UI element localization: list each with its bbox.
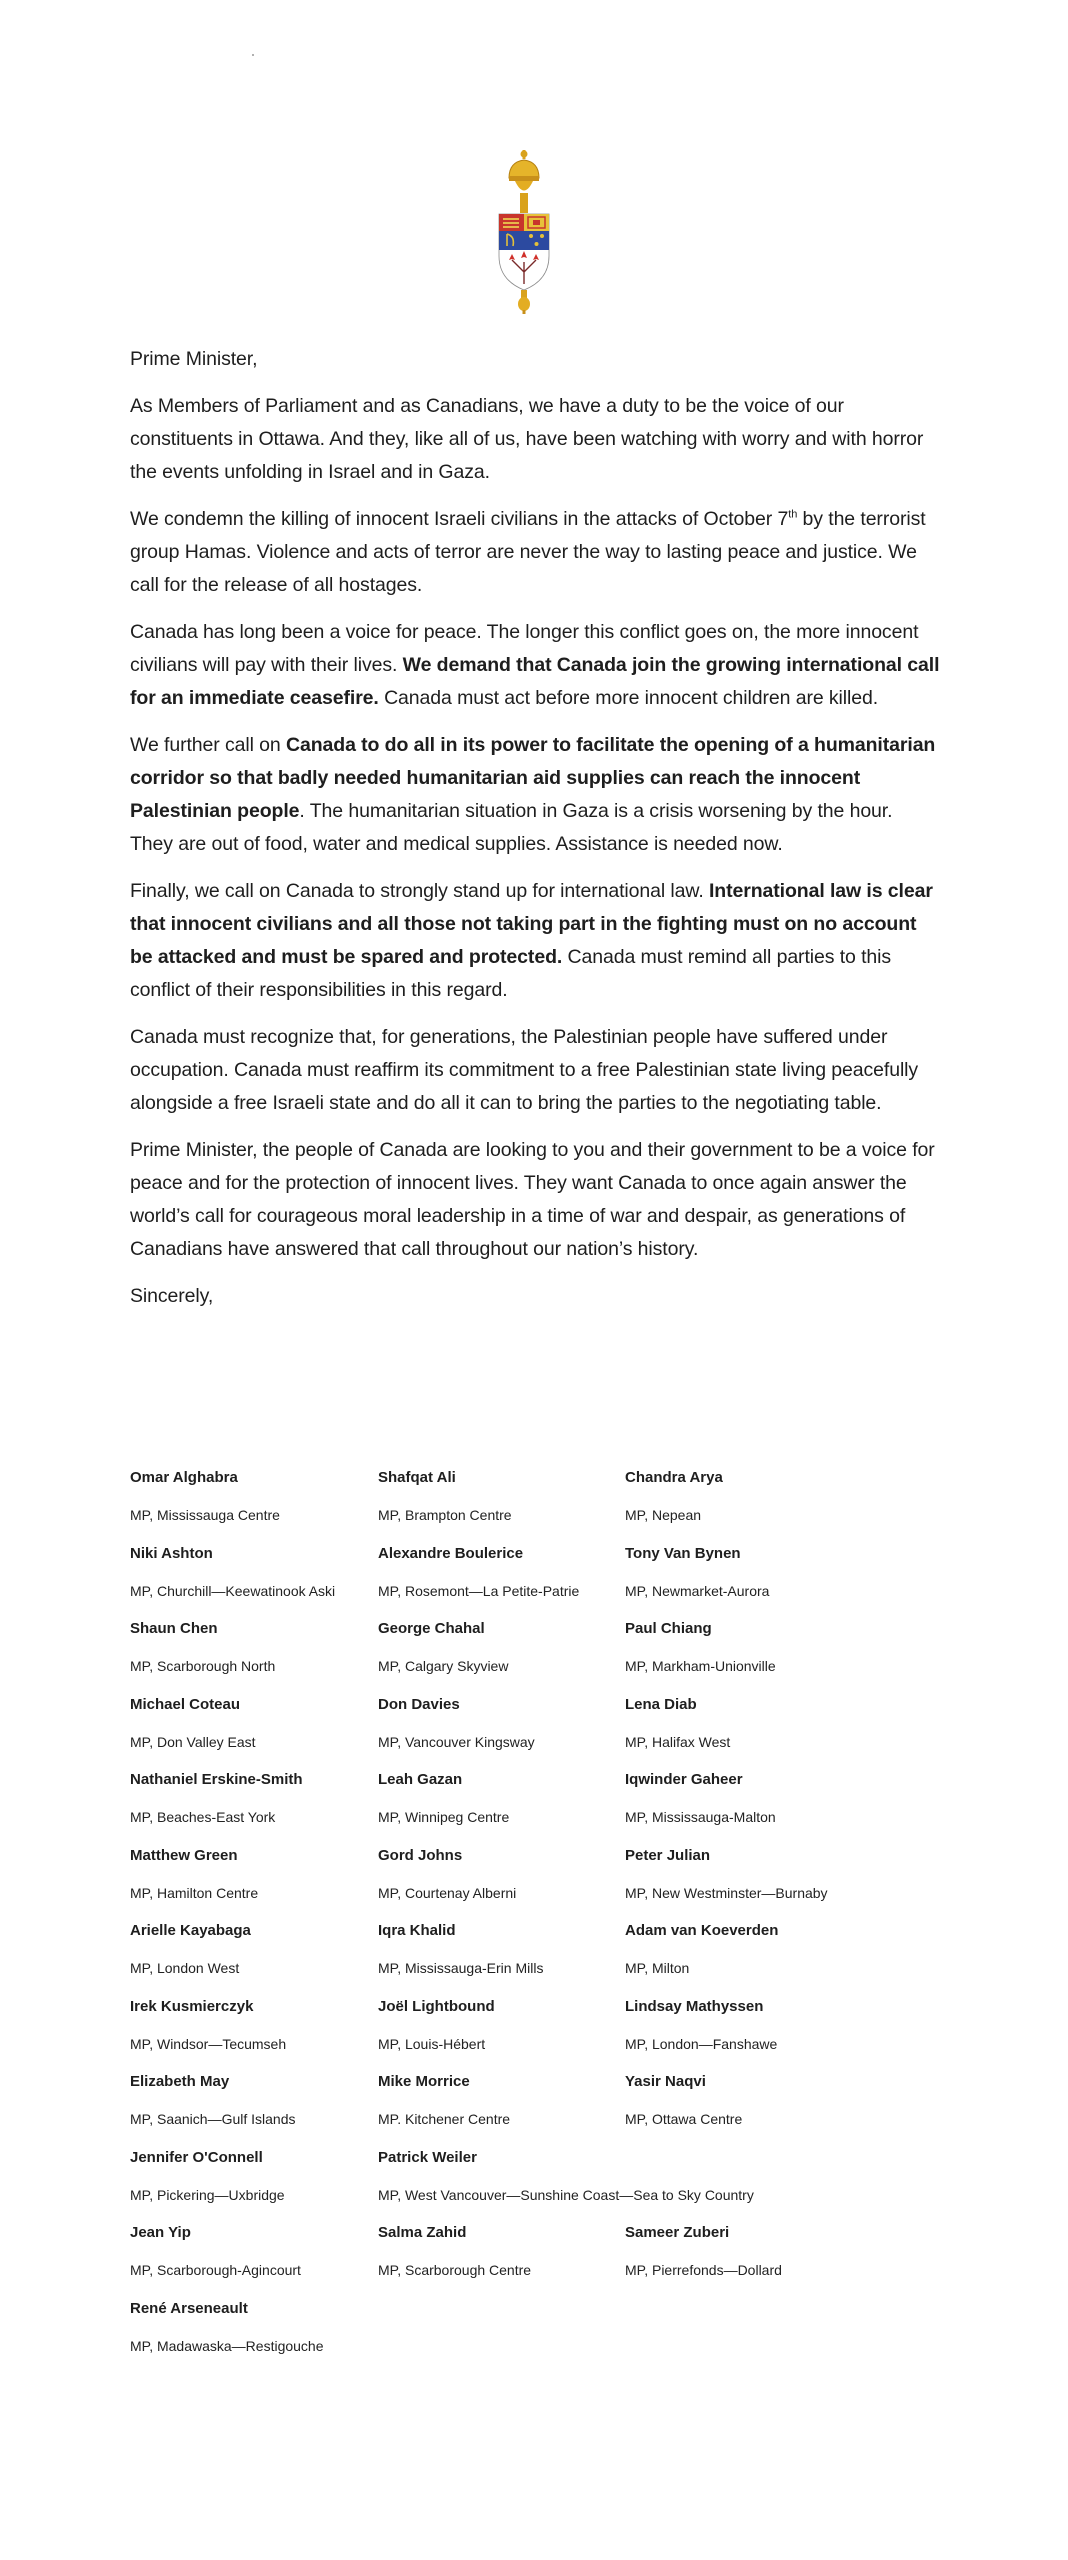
paragraph-international-law: Finally, we call on Canada to strongly stand up for international law. International law is clear that innocent civilians and all those not taking part in the fighting must on no account be attacked and must be spared and protected. Canada must remind all parties to this conflict of their responsibilities in this regard. — [130, 880, 933, 1001]
signatory-name: Matthew Green — [130, 1846, 238, 1864]
signatory — [378, 2148, 754, 2205]
signatory-riding: MP, Brampton Centre — [378, 1507, 512, 1523]
signatory-row — [130, 1921, 950, 1997]
signatory-name: Shaun Chen — [130, 1620, 218, 1637]
signatory-row — [130, 2148, 950, 2224]
signatory-row — [130, 1468, 950, 1544]
signatory-name: Tony Van Bynen — [625, 1544, 741, 1562]
signatory — [378, 1997, 495, 2054]
signatory-riding: MP, Windsor—Tecumseh — [130, 2035, 287, 2052]
signatory — [625, 1997, 777, 2054]
signatory-riding: MP, Scarborough-Agincourt — [130, 2262, 301, 2278]
signatory-riding: MP, Saanich—Gulf Islands — [130, 2111, 296, 2127]
signatory — [130, 1921, 251, 1978]
signatory — [625, 1695, 730, 1752]
signatory — [378, 1770, 509, 1827]
signatory-name: Alexandre Boulerice — [378, 1544, 524, 1562]
signatory-row — [130, 2223, 950, 2299]
signatory-row — [130, 1770, 950, 1846]
signatory — [378, 1544, 579, 1601]
signatory-riding: MP, Hamilton Centre — [130, 1884, 259, 1901]
signatories-list — [130, 1468, 950, 2374]
signatory-name: Iqra Khalid — [378, 1922, 456, 1939]
signatory-riding: MP, Halifax West — [625, 1733, 731, 1750]
superscript-th: th — [788, 508, 798, 521]
signatory-riding: MP, Churchill—Keewatinook Aski — [130, 1582, 336, 1599]
signatory — [130, 2299, 324, 2356]
international-law-statement: International law is clear that innocent civilians and all those not taking part in the fighting must on no account be attacked and must be spared and protected. — [130, 880, 933, 968]
signatory — [130, 1846, 258, 1903]
signatory-riding: MP, Don Valley East — [130, 1733, 256, 1750]
signatory-riding: MP, Vancouver Kingsway — [378, 1733, 535, 1750]
scan-speck — [252, 54, 254, 56]
signatory — [625, 2223, 782, 2280]
signatory-name: Shafqat Ali — [378, 1469, 456, 1486]
signatory-name: Michael Coteau — [130, 1695, 241, 1713]
signatory — [130, 1619, 275, 1676]
signatory — [625, 1846, 828, 1903]
signatory — [378, 1921, 543, 1978]
signatory-name: Niki Ashton — [130, 1544, 213, 1562]
paragraph-condemn: We condemn the killing of innocent Israeli civilians in the attacks of October 7th by the terrorist group Hamas. Violence and acts of terror are never the way to lasting peace and justice. We call for the release of all hostages. — [130, 508, 926, 596]
signatory-name: René Arseneault — [130, 2299, 248, 2317]
corridor-demand: Canada to do all in its power to facilitate the opening of a humanitarian corridor so that badly needed humanitarian aid supplies can reach the innocent Palestinian people — [130, 734, 936, 822]
paragraph-duty: As Members of Parliament and as Canadians, we have a duty to be the voice of our constituents in Ottawa. And they, like all of us, have been watching with worry and with horror the events unfolding in Israel and in Gaza. — [130, 395, 924, 483]
signatory-riding: MP, New Westminster—Burnaby — [625, 1884, 828, 1901]
signatory-name: George Chahal — [378, 1620, 485, 1637]
house-of-commons-crest-icon — [493, 148, 555, 314]
signatory-name: Gord Johns — [378, 1846, 463, 1864]
signatory-name: Chandra Arya — [625, 1469, 723, 1486]
ceasefire-demand: We demand that Canada join the growing international call for an immediate ceasefire. — [130, 654, 940, 709]
signatory-riding: MP, Louis-Hébert — [378, 2035, 486, 2052]
signatory — [378, 1468, 512, 1525]
signatory-riding: MP, Nepean — [625, 1507, 702, 1523]
signatory-riding: MP, Mississauga Centre — [130, 1507, 280, 1523]
signatory — [130, 1997, 286, 2054]
signatory-row — [130, 2072, 950, 2148]
signatory-name: Don Davies — [378, 1695, 460, 1713]
signatory-name: Irek Kusmierczyk — [130, 1997, 254, 2015]
signatory-riding: MP, Mississauga-Erin Mills — [378, 1960, 544, 1976]
signatory-name: Iqwinder Gaheer — [625, 1771, 743, 1788]
signatory-name: Leah Gazan — [378, 1771, 463, 1788]
signatory-riding: MP, Winnipeg Centre — [378, 1809, 510, 1825]
signatory — [625, 2072, 742, 2129]
signatory — [378, 1846, 516, 1903]
signatory-row — [130, 1695, 950, 1771]
signatory-riding: MP, London—Fanshawe — [625, 2035, 778, 2052]
signatory-riding: MP, Calgary Skyview — [378, 1658, 509, 1674]
signatory — [625, 1619, 776, 1676]
paragraph-humanitarian-corridor: We further call on Canada to do all in its power to facilitate the opening of a humanitarian corridor so that badly needed humanitarian aid supplies can reach the innocent Palestinian people. The humanitarian situation in Gaza is a crisis worsening by the hour. They are out of food, water and medical supplies. Assistance is needed now. — [130, 734, 936, 855]
signatory — [130, 2223, 301, 2280]
signatory — [130, 1544, 335, 1601]
signatory — [130, 2072, 296, 2129]
signatory — [130, 1468, 280, 1525]
signatory — [625, 1468, 723, 1525]
signatory — [378, 2072, 510, 2129]
paragraph-occupation: Canada must recognize that, for generations, the Palestinian people have suffered under occupation. Canada must reaffirm its commitment to a free Palestinian state living peacefully alongside a free Israeli state and do all it can to bring the parties to the negotiating table. — [130, 1026, 919, 1114]
signatory-riding: MP, Madawaska—Restigouche — [130, 2337, 324, 2354]
signatory-riding: MP, Milton — [625, 1960, 690, 1976]
signatory — [625, 1921, 778, 1978]
signatory-riding: MP, Scarborough Centre — [378, 2262, 532, 2278]
signatory-name: Joël Lightbound — [378, 1997, 495, 2015]
signatory — [130, 2148, 285, 2205]
signatory-name: Nathaniel Erskine-Smith — [130, 1771, 303, 1788]
signatory-riding: MP, Mississauga-Malton — [625, 1809, 776, 1825]
signatory-name: Omar Alghabra — [130, 1469, 238, 1486]
signatory-name: Paul Chiang — [625, 1620, 712, 1637]
signatory-riding: MP, Beaches-East York — [130, 1809, 276, 1825]
signatory-riding: MP, Ottawa Centre — [625, 2111, 743, 2127]
signatory-name: Patrick Weiler — [378, 2148, 477, 2166]
paragraph-ceasefire: Canada has long been a voice for peace. The longer this conflict goes on, the more innocent civilians will pay with their lives. We demand that Canada join the growing international call for an immediate ceasefire. Canada must act before more innocent children are killed. — [130, 621, 940, 709]
signatory-name: Peter Julian — [625, 1846, 711, 1864]
signatory-riding: MP, Rosemont—La Petite-Patrie — [378, 1582, 580, 1599]
signatory — [378, 1619, 508, 1676]
signatory-riding: MP, Newmarket-Aurora — [625, 1582, 770, 1599]
signatory — [378, 1695, 535, 1752]
signatory-name: Lena Diab — [625, 1695, 697, 1713]
closing: Sincerely, — [130, 1285, 214, 1307]
signatory — [378, 2223, 531, 2280]
signatory — [130, 1770, 303, 1827]
paragraph-moral-leadership: Prime Minister, the people of Canada are looking to you and their government to be a voice for peace and for the protection of innocent lives. They want Canada to once again answer the world’s call for courageous moral leadership in a time of war and despair, as generations of Canadians have answered that call throughout our nation’s history. — [130, 1139, 935, 1260]
signatory-name: Elizabeth May — [130, 2073, 230, 2090]
signatory-name: Mike Morrice — [378, 2073, 470, 2090]
signatory-riding: MP, Scarborough North — [130, 1658, 276, 1674]
signatory-row — [130, 1544, 950, 1620]
signatory-riding: MP, London West — [130, 1960, 240, 1976]
signatory-row — [130, 1997, 950, 2073]
signatory-name: Lindsay Mathyssen — [625, 1997, 764, 2015]
signatory-name: Sameer Zuberi — [625, 2224, 730, 2241]
signatory-riding: MP, Markham-Unionville — [625, 1658, 776, 1674]
signatory-name: Salma Zahid — [378, 2224, 467, 2241]
signatory-riding: MP, West Vancouver—Sunshine Coast—Sea to Sky Country — [378, 2186, 754, 2203]
signatory-name: Jean Yip — [130, 2224, 191, 2241]
signatory — [130, 1695, 256, 1752]
signatory-row — [130, 2299, 950, 2375]
signatory-name: Yasir Naqvi — [625, 2073, 706, 2090]
signatory — [625, 1770, 776, 1827]
signatory-riding: MP, Pierrefonds—Dollard — [625, 2262, 782, 2278]
signatory-name: Adam van Koeverden — [625, 1922, 779, 1939]
signatory-name: Arielle Kayabaga — [130, 1922, 251, 1939]
signatory-riding: MP. Kitchener Centre — [378, 2111, 511, 2127]
salutation: Prime Minister, — [130, 348, 258, 370]
signatory-riding: MP, Pickering—Uxbridge — [130, 2186, 285, 2203]
letter-body — [130, 343, 940, 1327]
signatory-row — [130, 1619, 950, 1695]
signatory — [625, 1544, 769, 1601]
signatory-riding: MP, Courtenay Alberni — [378, 1884, 517, 1901]
signatory-name: Jennifer O'Connell — [130, 2148, 263, 2166]
signatory-row — [130, 1846, 950, 1922]
